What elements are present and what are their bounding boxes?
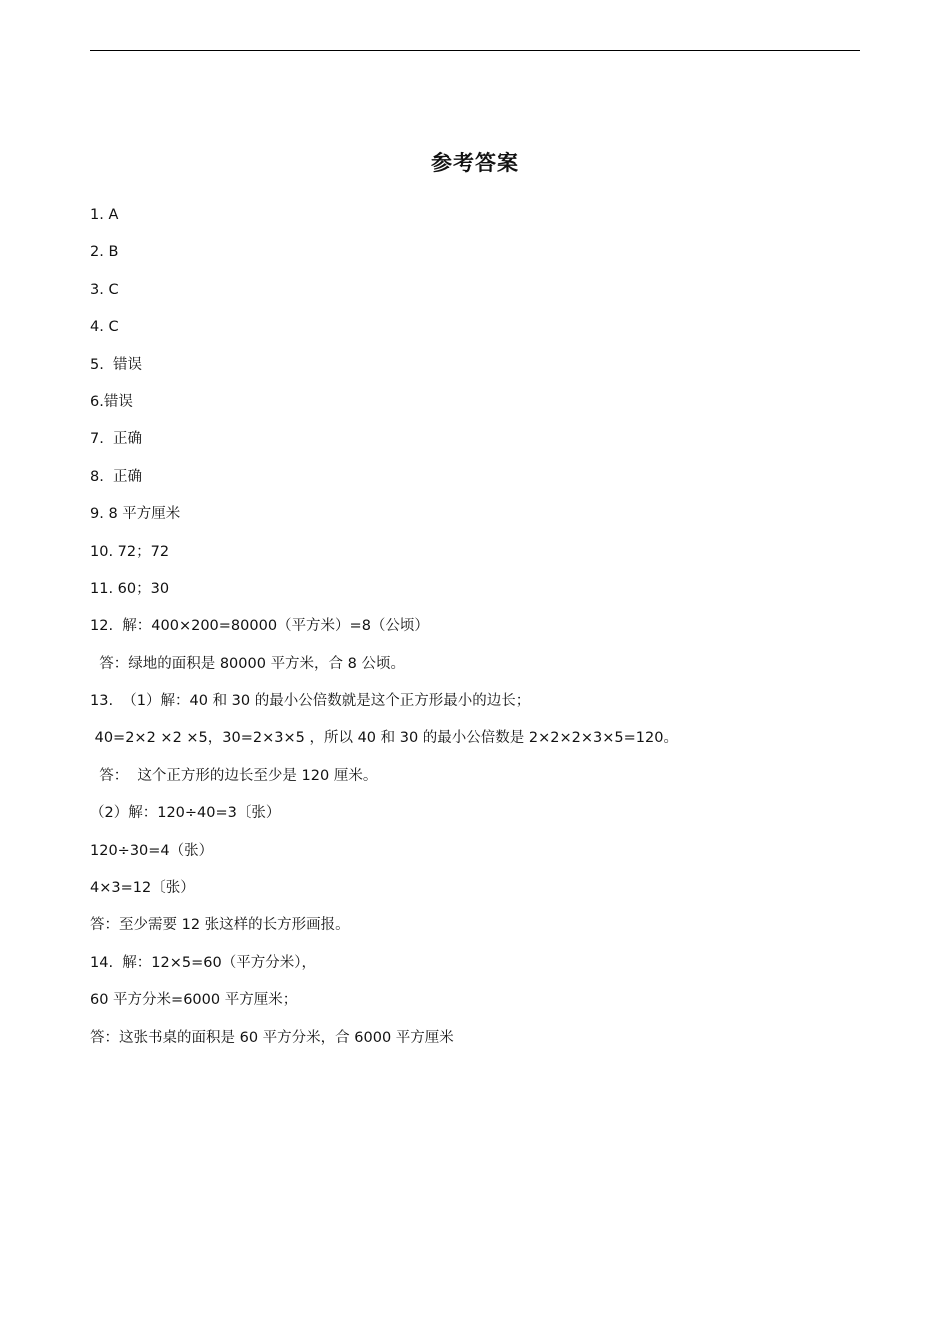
answer-10: 10. 72；72	[90, 543, 170, 560]
answer-7: 7. 正确	[90, 431, 143, 448]
answer-14-conversion: 60 平方分米=6000 平方厘米；	[90, 992, 298, 1009]
answer-13-part2-solution: （2）解：120÷40=3〔张）	[90, 805, 281, 822]
header-rule	[90, 50, 860, 51]
answer-8: 8. 正确	[90, 468, 143, 485]
answer-3: 3. C	[90, 281, 119, 298]
answer-12-reply: 答：绿地的面积是 80000 平方米，合 8 公顷。	[90, 655, 406, 672]
answer-13-part2-step3: 4×3=12〔张）	[90, 880, 195, 897]
answer-12-solution: 12. 解：400×200=80000（平方米）=8（公顷）	[90, 618, 429, 635]
answer-2: 2. B	[90, 244, 119, 261]
answer-6: 6.错误	[90, 393, 133, 410]
page-title: 参考答案	[431, 151, 519, 175]
answer-9: 9. 8 平方厘米	[90, 506, 181, 523]
answer-13-part1-reply: 答： 这个正方形的边长至少是 120 厘米。	[90, 767, 378, 784]
answer-14-solution: 14. 解：12×5=60（平方分米），	[90, 954, 316, 971]
answer-4: 4. C	[90, 319, 119, 336]
answer-13-part1-work: 40=2×2 ×2 ×5，30=2×3×5 ，所以 40 和 30 的最小公倍数是 2×2×2×3×5=120。	[90, 730, 678, 747]
answer-13-part2-reply: 答：至少需要 12 张这样的长方形画报。	[90, 917, 350, 934]
answer-14-reply: 答：这张书桌的面积是 60 平方分米，合 6000 平方厘米	[90, 1029, 454, 1046]
answer-5: 5. 错误	[90, 356, 143, 373]
answer-13-part1-solution: 13. （1）解：40 和 30 的最小公倍数就是这个正方形最小的边长；	[90, 693, 531, 710]
answer-11: 11. 60；30	[90, 580, 170, 597]
answer-1: 1. A	[90, 207, 119, 223]
answer-list	[90, 204, 870, 1064]
answer-13-part2-step2: 120÷30=4（张）	[90, 842, 214, 859]
